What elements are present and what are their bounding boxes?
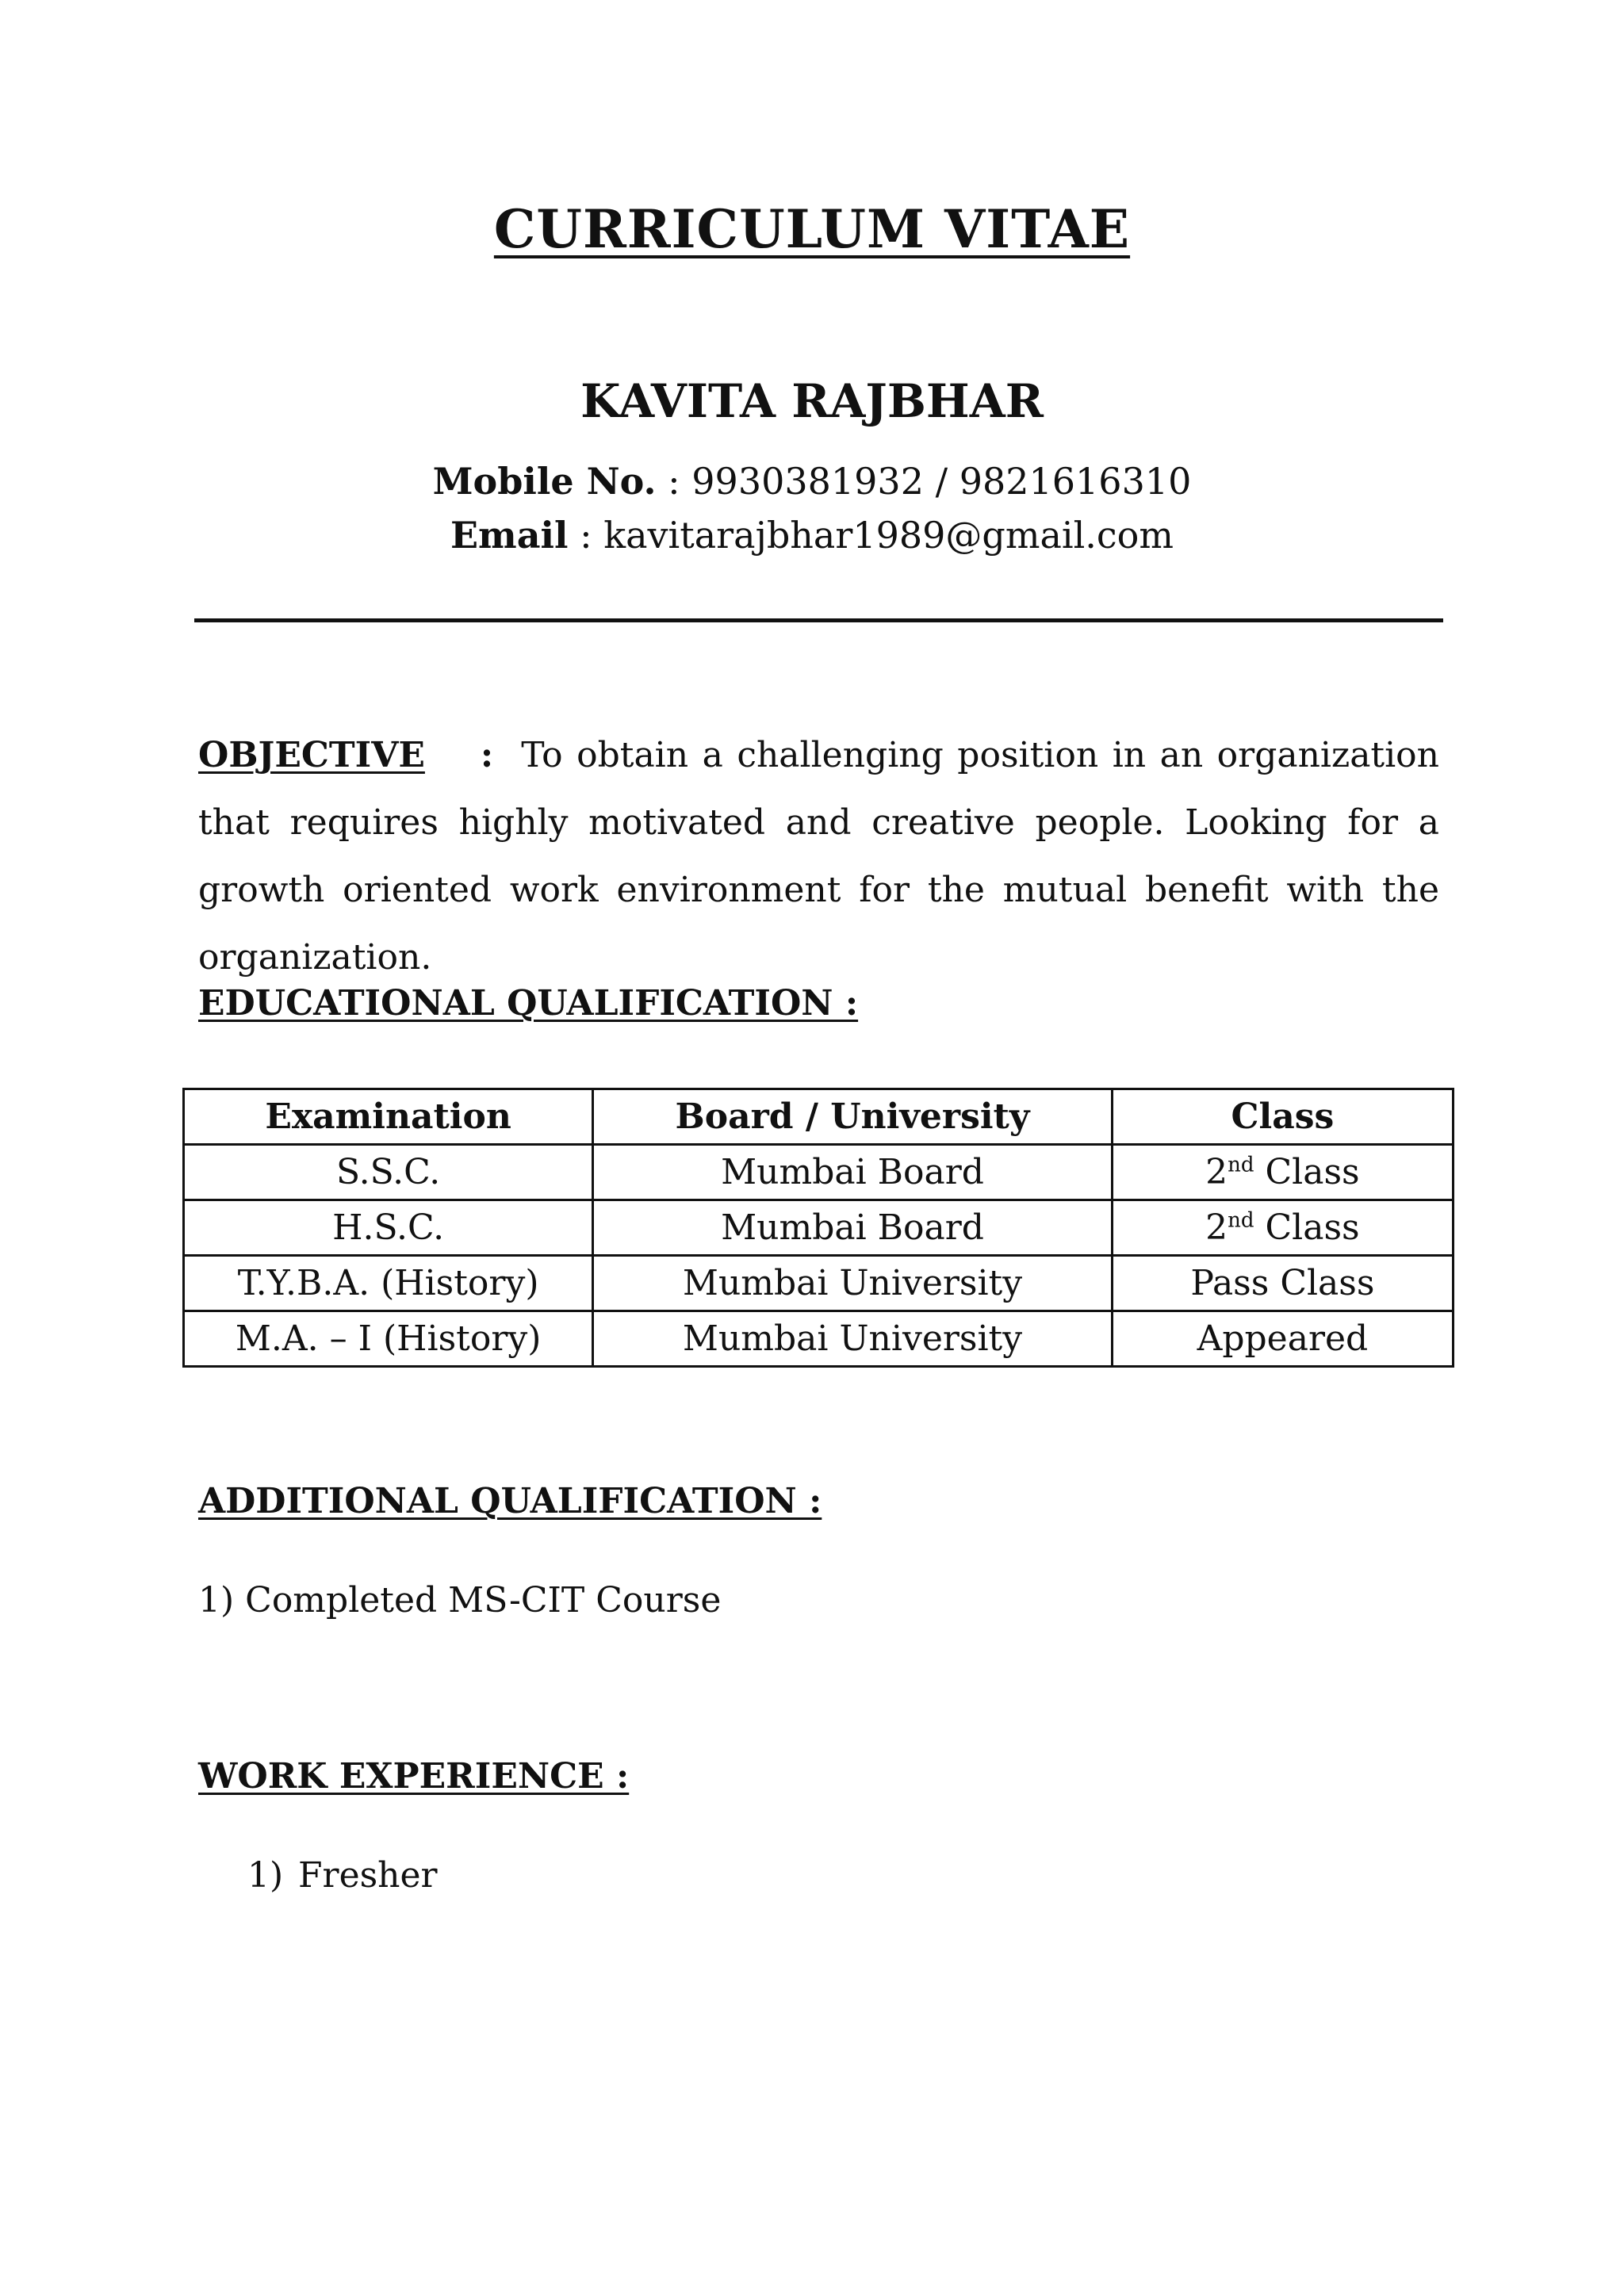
column-header-examination: Examination xyxy=(184,1089,593,1145)
table-row xyxy=(184,1256,1454,1311)
email-line xyxy=(0,514,1624,557)
board-cell: Mumbai Board xyxy=(593,1200,1113,1256)
column-header-board: Board / University xyxy=(593,1089,1113,1145)
mobile-value: : 9930381932 / 9821616310 xyxy=(656,460,1192,503)
exam-cell: S.S.C. xyxy=(184,1145,593,1200)
email-label: Email xyxy=(450,514,569,557)
objective-paragraph xyxy=(198,721,1439,991)
exam-cell: T.Y.B.A. (History) xyxy=(184,1256,593,1311)
work-item xyxy=(247,1855,438,1896)
email-value: : kavitarajbhar1989@gmail.com xyxy=(568,514,1174,557)
board-cell: Mumbai Board xyxy=(593,1145,1113,1200)
objective-label: OBJECTIVE xyxy=(198,735,425,775)
table-row xyxy=(184,1145,1454,1200)
candidate-name: KAVITA RAJBHAR xyxy=(580,374,1044,428)
exam-cell: H.S.C. xyxy=(184,1200,593,1256)
exam-cell: M.A. – I (History) xyxy=(184,1311,593,1367)
work-heading: WORK EXPERIENCE : xyxy=(198,1756,630,1797)
objective-colon: : xyxy=(480,735,494,775)
mobile-label: Mobile No. xyxy=(432,460,657,503)
class-cell: 2nd Class xyxy=(1112,1145,1453,1200)
additional-item: 1) Completed MS-CIT Course xyxy=(198,1580,722,1621)
additional-heading: ADDITIONAL QUALIFICATION : xyxy=(198,1481,822,1521)
class-cell: Pass Class xyxy=(1112,1256,1453,1311)
column-header-class: Class xyxy=(1112,1089,1453,1145)
table-row xyxy=(184,1200,1454,1256)
class-cell: 2nd Class xyxy=(1112,1200,1453,1256)
objective-text: To obtain a challenging position in an organization that requires highly motivated and creative people. Looking for a growth oriented work environment for the mutual benefit with the organization. xyxy=(198,735,1440,978)
work-item-number: 1) xyxy=(247,1855,284,1896)
header-divider xyxy=(194,618,1443,622)
education-table xyxy=(182,1088,1454,1368)
table-header-row xyxy=(184,1089,1454,1145)
education-heading: EDUCATIONAL QUALIFICATION : xyxy=(198,983,859,1024)
board-cell: Mumbai University xyxy=(593,1311,1113,1367)
class-cell: Appeared xyxy=(1112,1311,1453,1367)
table-row xyxy=(184,1311,1454,1367)
board-cell: Mumbai University xyxy=(593,1256,1113,1311)
mobile-line xyxy=(0,460,1624,503)
work-item-text: Fresher xyxy=(298,1855,438,1896)
document-title: CURRICULUM VITAE xyxy=(493,198,1131,260)
